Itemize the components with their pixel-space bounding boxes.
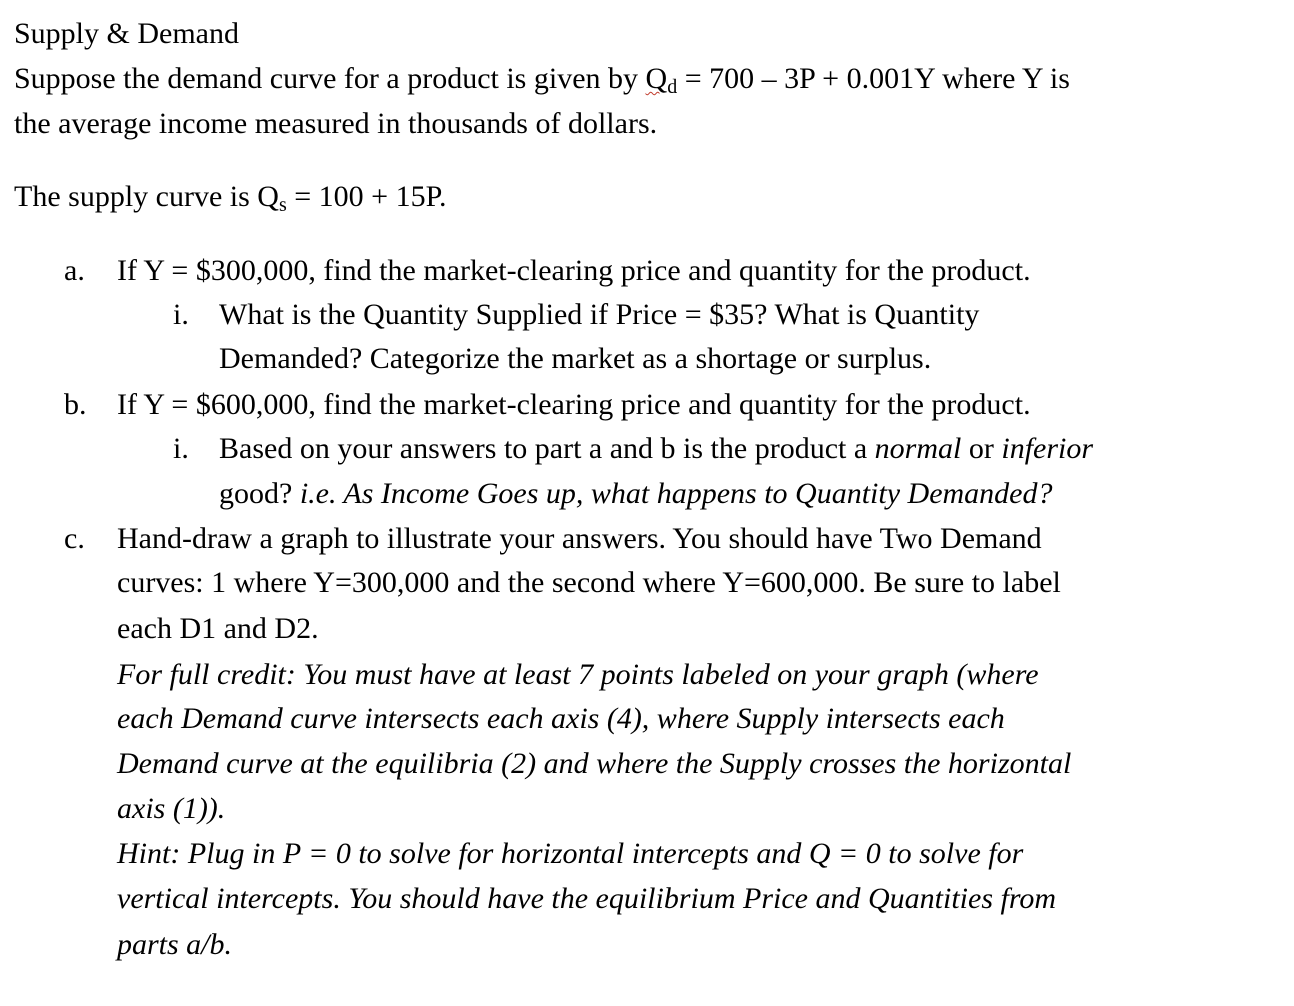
part-a-i-line2: Demanded? Categorize the market as a shortage or surplus. xyxy=(219,342,932,375)
part-a-marker: a. xyxy=(64,254,85,287)
inferior-word: inferior xyxy=(1001,432,1094,465)
part-c-line3: each D1 and D2. xyxy=(117,612,319,645)
income-question: i.e. As Income Goes up, what happens to Quantity Demanded? xyxy=(299,477,1053,510)
income-definition-line: the average income measured in thousands of dollars. xyxy=(14,107,658,140)
full-credit-line2: each Demand curve intersects each axis (4), where Supply intersects each xyxy=(117,702,1005,735)
demand-quantity-symbol xyxy=(645,62,678,98)
supply-intro-text: The supply curve is xyxy=(14,180,258,213)
part-c-line2: curves: 1 where Y=300,000 and the second where Y=600,000. Be sure to label xyxy=(117,566,1061,599)
demand-subscript: d xyxy=(667,76,678,98)
part-c-line1: Hand-draw a graph to illustrate your answers. You should have Two Demand xyxy=(117,522,1042,555)
part-b-text: If Y = $600,000, find the market-clearing price and quantity for the product. xyxy=(117,388,1031,421)
part-b-i-line2 xyxy=(219,476,1053,512)
demand-q-letter: Q xyxy=(645,62,668,95)
part-a-i-line1: What is the Quantity Supplied if Price = $35? What is Quantity xyxy=(219,298,980,331)
demand-equation-text: = 700 – 3P + 0.001Y where Y is xyxy=(677,62,1070,95)
supply-subscript: s xyxy=(278,194,287,216)
part-b-i-line1 xyxy=(219,431,1093,467)
supply-q-letter: Q xyxy=(257,180,279,213)
normal-word: normal xyxy=(874,432,962,465)
hint-line1: Hint: Plug in P = 0 to solve for horizontal intercepts and Q = 0 to solve for xyxy=(117,837,1024,870)
hint-line3: parts a/b. xyxy=(117,928,233,961)
full-credit-line3: Demand curve at the equilibria (2) and where the Supply crosses the horizontal xyxy=(117,747,1072,780)
part-a-i-marker: i. xyxy=(173,298,189,331)
part-c-marker: c. xyxy=(64,522,85,555)
part-b-marker: b. xyxy=(64,388,87,421)
full-credit-line1: For full credit: You must have at least 7 points labeled on your graph (where xyxy=(117,658,1039,691)
demand-intro-text: Suppose the demand curve for a product is given by xyxy=(14,62,646,95)
supply-equation-text: = 100 + 15P. xyxy=(286,180,447,213)
good-question: good? xyxy=(219,477,300,510)
full-credit-line4: axis (1)). xyxy=(117,792,226,825)
part-a-text: If Y = $300,000, find the market-clearing price and quantity for the product. xyxy=(117,254,1031,287)
or-word: or xyxy=(961,432,1002,465)
document-title: Supply & Demand xyxy=(14,17,239,50)
hint-line2: vertical intercepts. You should have the equilibrium Price and Quantities from xyxy=(117,882,1057,915)
part-b-i-text: Based on your answers to part a and b is the product a xyxy=(219,432,875,465)
demand-equation-line xyxy=(14,61,1070,97)
part-b-i-marker: i. xyxy=(173,432,189,465)
supply-equation-line xyxy=(14,179,446,215)
